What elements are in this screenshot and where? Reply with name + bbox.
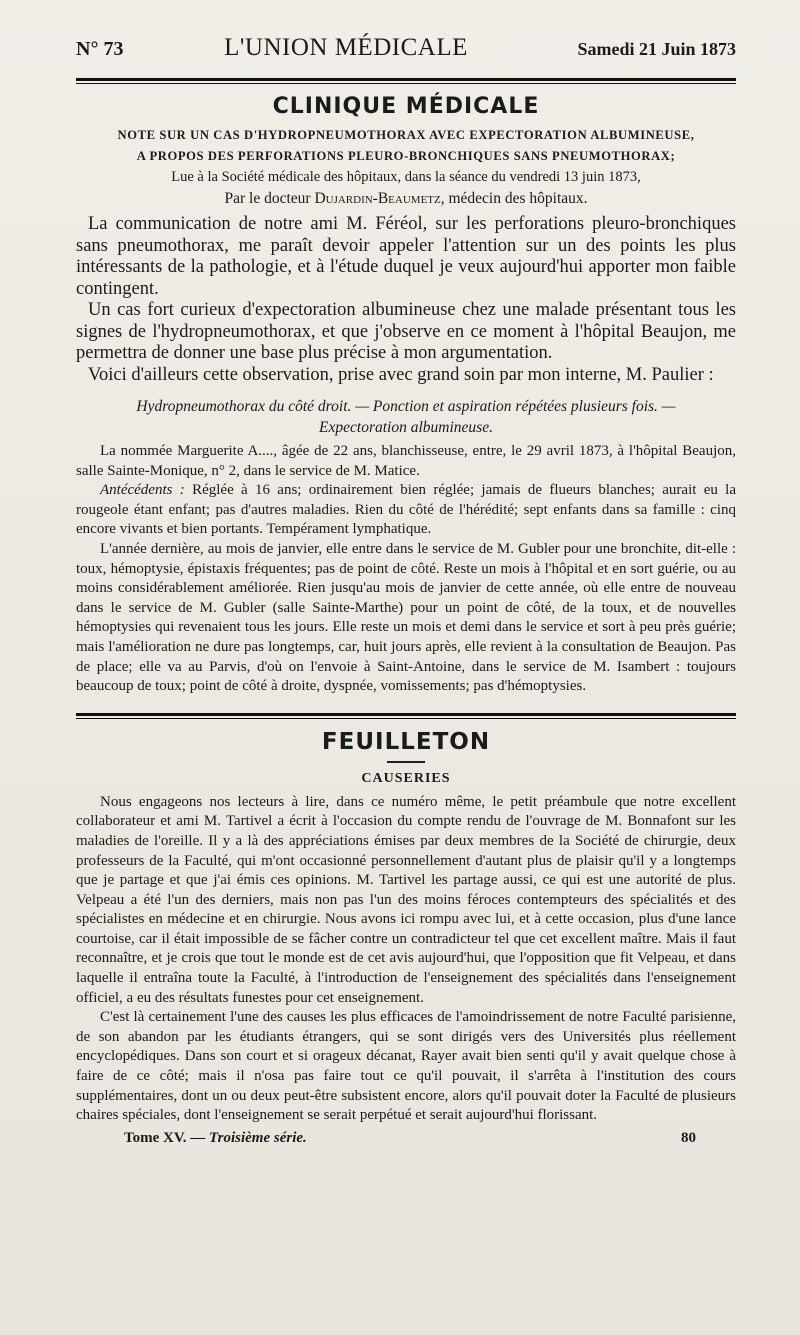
section-divider	[76, 713, 736, 719]
feuilleton-short-rule	[387, 761, 425, 763]
tome-label: Tome XV. —	[124, 1129, 210, 1146]
author-prefix: Par le docteur	[224, 190, 315, 207]
antecedents-text: Réglée à 16 ans; ordinairement bien réglée; jamais de flueurs blanches; aurait eu la rougeole étant enfant; pas d'autres maladies. Rien du côté de l'hérédité; sept enfants dans sa famille : cinq encore vivants et bien portants. Tempérament lymphatique.	[76, 482, 736, 538]
author-name: Dujardin-Beaumetz	[314, 190, 441, 207]
observation-title-line-1: Hydropneumothorax du côté droit. — Ponction et aspiration répétées plusieurs fois. —	[136, 398, 676, 415]
clinique-section-title: CLINIQUE MÉDICALE	[272, 94, 540, 119]
note-read-at: Lue à la Société médicale des hôpitaux, dans la séance du vendredi 13 juin 1873,	[171, 169, 641, 185]
antecedents-label: Antécédents :	[100, 482, 185, 499]
intro-paragraph: Un cas fort curieux d'expectoration albumineuse chez une malade présentant tous les signes de l'hydropneumothorax, et que j'observe en ce moment à l'hôpital Beaujon, me permettra de donner une base plus précise à mon argumentation.	[76, 300, 736, 363]
observation-paragraph: L'année dernière, au mois de janvier, elle entre dans le service de M. Gubler pour une bronchite, dit-elle : toux, hémoptysie, épistaxis fréquentes; pas de point de côté. Reste un mois à l'hôpital et en sort guérie, ou au moins considérablement améliorée. Rien jusqu'au mois de janvier de cette année, où elle entre de nouveau dans le service de M. Gubler (salle Sainte-Marthe) pour un point de côté, de la toux, et de nouvelles hémoptysies qui revenaient tous les jours. Elle reste un mois et demi dans le service et sort à peu près guérie; mais l'amélioration ne dure pas longtemps, car, huit jours après, elle revient à la consultation de Beaujon. Pas de place; elle va au Parvis, d'où on l'envoie à Saint-Antoine, dans le service de M. Isambert : toujours beaucoup de toux; point de côté à droite, dyspnée, vomissements; pas d'hémoptysies.	[76, 540, 736, 695]
masthead	[76, 34, 736, 74]
feuilleton-paragraph: Nous engageons nos lecteurs à lire, dans ce numéro même, le petit préambule que notre excellent collaborateur et ami M. Tartivel a écrit à l'occasion du compte rendu de l'ouvrage de M. Bonnafont sur les maladies de l'oreille. Il y a là des appréciations émises par deux membres de la Société de chirurgie, deux professeurs de la Faculté, qui m'ont occasionné personnellement d'autant plus de plaisir qu'il y a longtemps que je partage et que j'ai émis ces opinions. M. Tartivel les partage aussi, ce qui est une autorité de plus. Velpeau a été l'un des derniers, mais non pas l'un des moins féroces contempteurs des spécialités et des spécialistes en médecine et en chirurgie. Nous avons ici rompu avec lui, et à cette occasion, plus d'une lance courtoise, car il était impossible de se fâcher contre un contradicteur tel que cet excellent maître. Mais il faut reconnaître, et je crois que tout le monde est de cet avis aujourd'hui, que l'opposition que fit Velpeau, et dans laquelle il entraîna toute la Faculté, à l'introduction de l'enseignement des spécialités dans l'enseignement officiel, a eu des résultats funestes pour cet enseignement.	[76, 793, 736, 1006]
note-author	[76, 188, 736, 210]
observation-title-line-2: Expectoration albumineuse.	[319, 419, 493, 436]
intro-paragraph: Voici d'ailleurs cette observation, prise avec grand soin par mon interne, M. Paulier :	[88, 364, 714, 385]
feuilleton-text	[76, 793, 736, 1126]
masthead-rule	[76, 78, 736, 84]
intro-paragraph: La communication de notre ami M. Féréol, sur les perforations pleuro-bronchiques sans pneumothorax, me paraît devoir appeler l'attention sur un des points les plus intéressants de la pathologie, et à l'étude duquel je veux aujourd'hui apporter mon faible contingent.	[76, 214, 736, 299]
causeries-title: CAUSERIES	[361, 770, 451, 786]
author-suffix: , médecin des hôpitaux.	[440, 190, 588, 207]
note-title-line-2: A PROPOS DES PERFORATIONS PLEURO-BRONCHIQUES SANS PNEUMOTHORAX;	[136, 149, 676, 163]
page-footer	[76, 1130, 736, 1147]
feuilleton-paragraph: C'est là certainement l'une des causes les plus efficaces de l'amoindrissement de notre Faculté parisienne, de son abandon par les étudiants étrangers, qui se sont dirigés vers des Universités plus réellement encyclopédiques. Dans son court et si orageux décanat, Rayer avait bien senti qu'il y avait quelque chose à faire de ce côté; mais il n'osa pas faire tout ce qu'il pouvait, il s'arrêta à l'institution des cours supplémentaires, dont un ou deux peut-être subsistent encore, alors qu'il pouvait doter la Faculté de plusieurs chaires spéciales, dont l'enseignement se serait perpétué et serait aujourd'hui florissant.	[76, 1009, 736, 1124]
issue-number: N° 73	[76, 38, 124, 60]
journal-title: L'UNION MÉDICALE	[224, 34, 468, 61]
note-title-line-1: NOTE SUR UN CAS D'HYDROPNEUMOTHORAX AVEC EXPECTORATION ALBUMINEUSE,	[117, 128, 695, 142]
issue-date: Samedi 21 Juin 1873	[577, 39, 736, 59]
footer-tome	[124, 1130, 307, 1147]
page-number: 80	[681, 1129, 696, 1146]
observation-paragraph	[76, 481, 736, 540]
feuilleton-section-title: FEUILLETON	[321, 728, 491, 755]
observation-text	[76, 442, 736, 697]
observation-paragraph: La nommée Marguerite A...., âgée de 22 ans, blanchisseuse, entre, le 29 avril 1873, à l'hôpital Beaujon, salle Sainte-Monique, n° 2, dans le service de M. Matice.	[76, 443, 736, 479]
observation-title	[76, 396, 736, 438]
serie-label: Troisième série.	[209, 1129, 307, 1146]
intro-text	[76, 214, 736, 386]
